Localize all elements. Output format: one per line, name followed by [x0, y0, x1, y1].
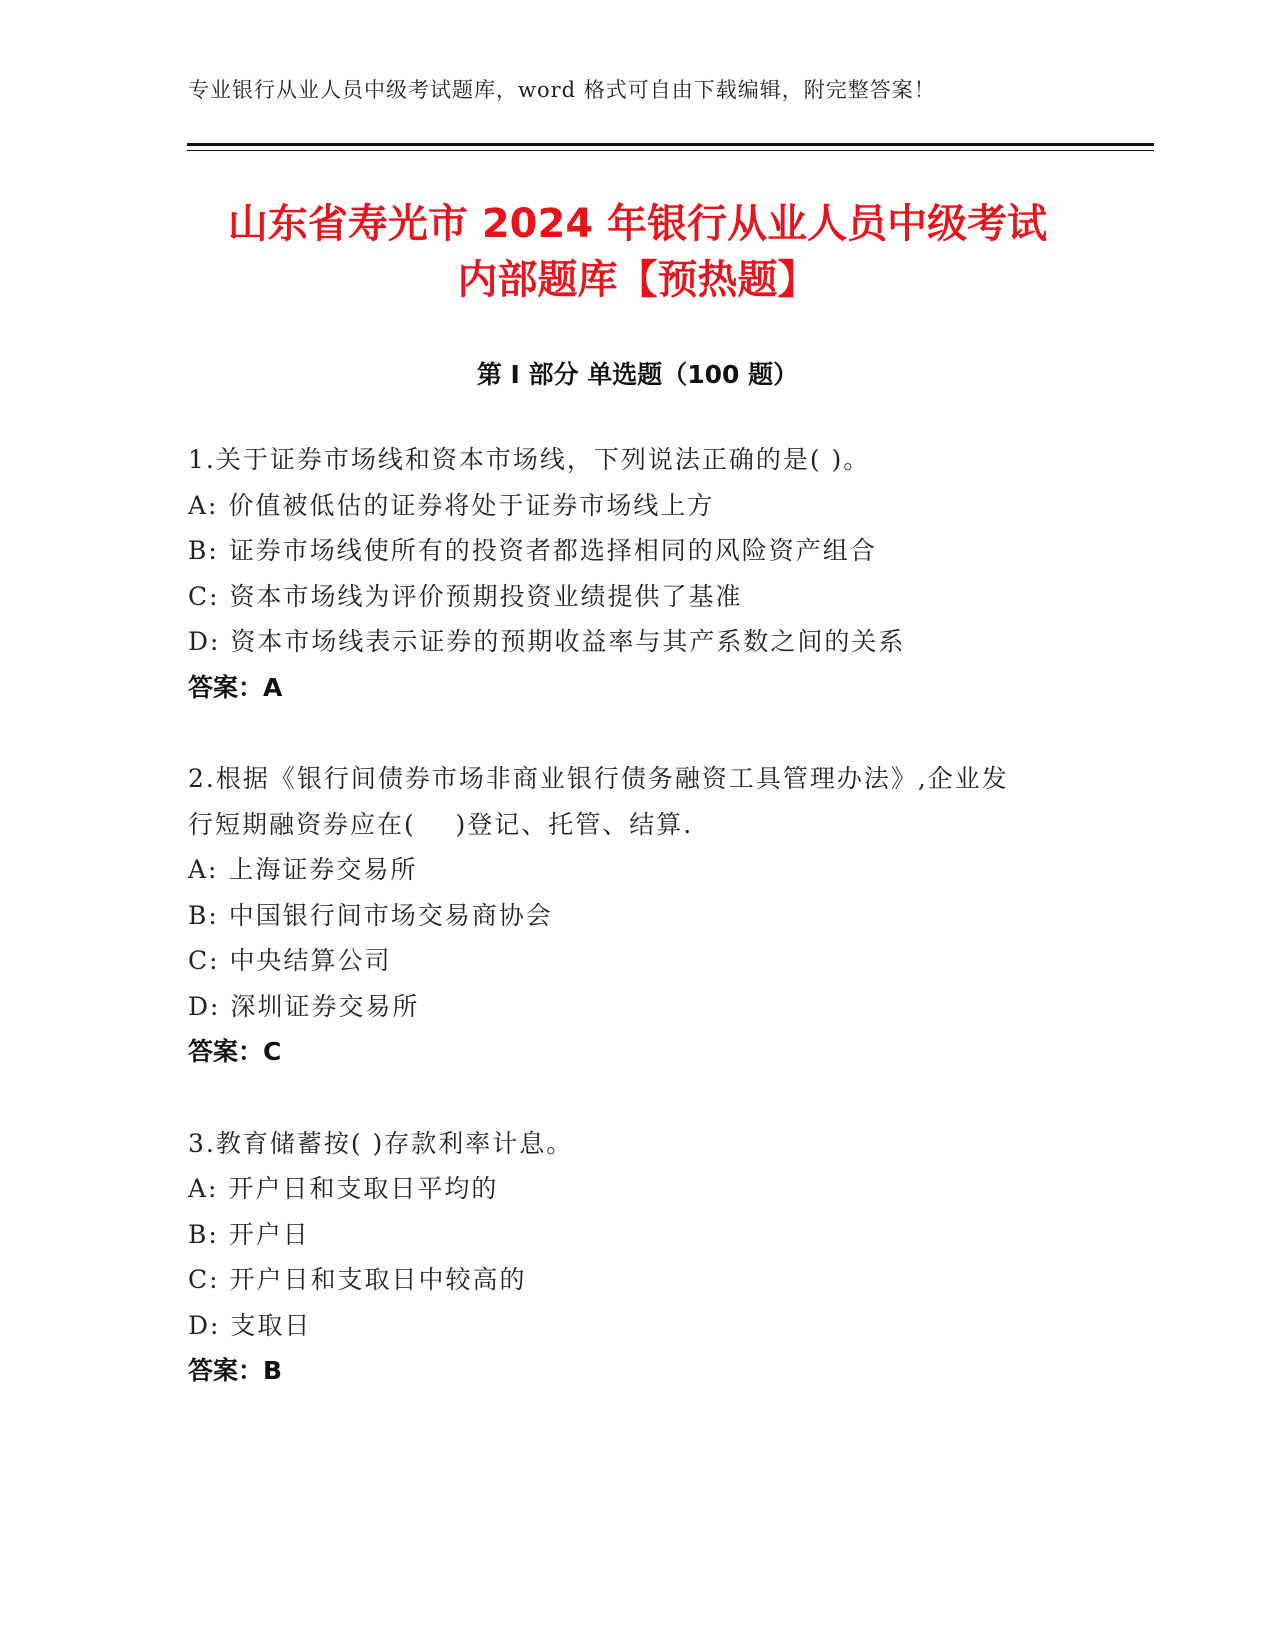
question-stem: 1.关于证券市场线和资本市场线，下列说法正确的是( )。: [188, 445, 871, 474]
question-stem: 3.教育储蓄按( )存款利率计息。: [188, 1128, 574, 1158]
section-title: 第 I 部分 单选题（100 题）: [476, 360, 799, 389]
question-1: [188, 437, 1088, 710]
option-b: B: 证券市场线使所有的投资者都选择相同的风险资产组合: [188, 536, 877, 565]
question-stem-line-2: 行短期融资券应在( )登记、托管、结算.: [188, 809, 694, 839]
option-d: D: 资本市场线表示证券的预期收益率与其产系数之间的关系: [188, 627, 906, 656]
answer: 答案：A: [188, 672, 283, 702]
option-c: C: 开户日和支取日中较高的: [188, 1265, 527, 1294]
header-divider-thin: [187, 150, 1154, 151]
question-list: [188, 437, 1088, 1440]
option-d: D: 支取日: [188, 1310, 312, 1340]
option-c: C: 中央结算公司: [188, 946, 392, 975]
header-divider-thick: [187, 143, 1154, 146]
header-note: 专业银行从业人员中级考试题库，word 格式可自由下载编辑，附完整答案！: [188, 78, 936, 102]
option-a: A: 上海证券交易所: [188, 855, 418, 884]
option-a: A: 价值被低估的证券将处于证券市场线上方: [188, 490, 715, 520]
option-b: B: 开户日: [188, 1219, 310, 1249]
option-a: A: 开户日和支取日平均的: [188, 1174, 499, 1203]
question-stem-line-1: 2.根据《银行间债券市场非商业银行债务融资工具管理办法》,企业发: [188, 764, 1009, 793]
document-title-line-1: 山东省寿光市 2024 年银行从业人员中级考试: [227, 201, 1048, 247]
option-d: D: 深圳证券交易所: [188, 991, 420, 1021]
option-c: C: 资本市场线为评价预期投资业绩提供了基准: [188, 581, 743, 611]
question-3: [188, 1121, 1088, 1394]
question-2: [188, 756, 1088, 1075]
option-b: B: 中国银行间市场交易商协会: [188, 900, 553, 930]
document-title-line-2: 内部题库【预热题】: [457, 257, 818, 303]
answer: 答案：B: [188, 1356, 283, 1385]
answer: 答案：C: [188, 1037, 282, 1066]
document-title: [150, 196, 1125, 308]
